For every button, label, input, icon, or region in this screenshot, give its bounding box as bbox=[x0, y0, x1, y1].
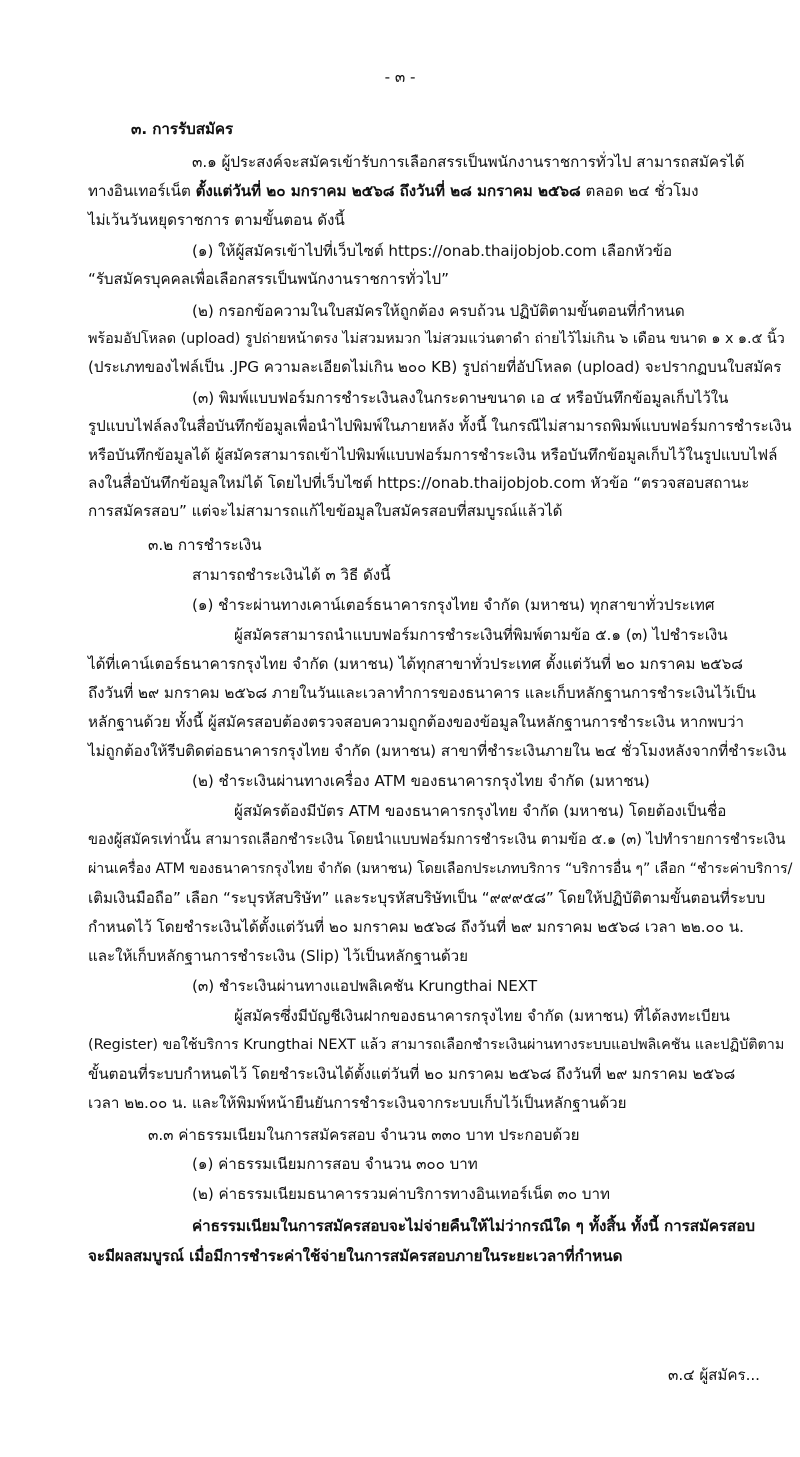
s31-item-3-line: การสมัครสอบ” แต่จะไม่สามารถแก้ไขข้อมูลใบสมัครสอบที่สมบูรณ์แล้วได้ bbox=[88, 502, 563, 520]
s32-method-3: (๓) ชำระเงินผ่านทางแอปพลิเคชัน Krungthai NEXT bbox=[192, 977, 538, 995]
s31-item-3-line: หรือบันทึกข้อมูลได้ ผู้สมัครสามารถเข้าไปพิมพ์แบบฟอร์มการชำระเงิน หรือบันทึกข้อมูลเก็บไว้ในรูปแบบไฟล์ bbox=[88, 446, 778, 464]
s32-method-3-line: (Register) ขอใช้บริการ Krungthai NEXT แล้ว สามารถเลือกชำระเงินผ่านทางระบบแอปพลิเคชัน และปฏิบัติตาม bbox=[88, 1037, 785, 1053]
s31-item-1-line: “รับสมัครบุคคลเพื่อเลือกสรรเป็นพนักงานราชการทั่วไป” bbox=[88, 270, 449, 288]
s32-method-1: (๑) ชำระผ่านทางเคาน์เตอร์ธนาคารกรุงไทย จำกัด (มหาชน) ทุกสาขาทั่วประเทศ bbox=[192, 596, 715, 614]
s31-item-3: (๓) พิมพ์แบบฟอร์มการชำระเงินลงในกระดาษขนาด เอ ๔ หรือบันทึกข้อมูลเก็บไว้ใน bbox=[192, 389, 729, 407]
s32-method-3-line: ผู้สมัครซึ่งมีบัญชีเงินฝากของธนาคารกรุงไทย จำกัด (มหาชน) ที่ได้ลงทะเบียน bbox=[234, 1007, 730, 1025]
s32-method-2-line: ผู้สมัครต้องมีบัตร ATM ของธนาคารกรุงไทย จำกัด (มหาชน) โดยต้องเป็นชื่อ bbox=[234, 802, 727, 820]
s33-fee-1: (๑) ค่าธรรมเนียมการสอบ จำนวน ๓๐๐ บาท bbox=[192, 1155, 478, 1173]
s33-note-line: ค่าธรรมเนียมในการสมัครสอบจะไม่จ่ายคืนให้ไม่ว่ากรณีใด ๆ ทั้งสิ้น ทั้งนี้ การสมัครสอบ bbox=[192, 1217, 756, 1235]
s31-text: ตลอด ๒๔ ชั่วโมง bbox=[580, 182, 699, 200]
section-heading: ๓. การรับสมัคร bbox=[131, 120, 234, 138]
s31-item-2-line: พร้อมอัปโหลด (upload) รูปถ่ายหน้าตรง ไม่สวมหมวก ไม่สวมแว่นตาดำ ถ่ายไว้ไม่เกิน ๖ เดือน ขนาด ๑ x ๑.๕ นิ้ว bbox=[88, 331, 785, 347]
s31-item-2: (๒) กรอกข้อความในใบสมัครให้ถูกต้อง ครบถ้วน ปฏิบัติตามขั้นตอนที่กำหนด bbox=[192, 302, 685, 320]
s31-item-3-line: ลงในสื่อบันทึกข้อมูลใหม่ได้ โดยไปที่เว็บไซต์ https://onab.thaijobjob.com หัวข้อ “ตรวจสอบสถานะ bbox=[88, 474, 750, 492]
s32-method-1-line: หลักฐานด้วย ทั้งนี้ ผู้สมัครสอบต้องตรวจสอบความถูกต้องของข้อมูลในหลักฐานการชำระเงิน หากพบว่า bbox=[88, 713, 744, 731]
s33-fee-2: (๒) ค่าธรรมเนียมธนาคารรวมค่าบริการทางอินเทอร์เน็ต ๓๐ บาท bbox=[192, 1185, 610, 1203]
s32-method-2: (๒) ชำระเงินผ่านทางเครื่อง ATM ของธนาคารกรุงไทย จำกัด (มหาชน) bbox=[192, 772, 650, 790]
s32-method-1-line: ไม่ถูกต้องให้รีบติดต่อธนาคารกรุงไทย จำกัด (มหาชน) สาขาที่ชำระเงินภายใน ๒๔ ชั่วโมงหลังจากที่ชำระเงิน bbox=[88, 742, 787, 760]
s32-method-1-line: ได้ที่เคาน์เตอร์ธนาคารกรุงไทย จำกัด (มหาชน) ได้ทุกสาขาทั่วประเทศ ตั้งแต่วันที่ ๒๐ มกราคม ๒๕๖๘ bbox=[88, 655, 743, 673]
s31-item-1: (๑) ให้ผู้สมัครเข้าไปที่เว็บไซต์ https://onab.thaijobjob.com เลือกหัวข้อ bbox=[192, 242, 673, 260]
s31-item-3-line: รูปแบบไฟล์ลงในสื่อบันทึกข้อมูลเพื่อนำไปพิมพ์ในภายหลัง ทั้งนี้ ในกรณีไม่สามารถพิมพ์แบบฟอร์มการชำระเงิน bbox=[88, 417, 792, 435]
page-number: - ๓ - bbox=[384, 68, 416, 86]
s32-heading: ๓.๒ การชำระเงิน bbox=[148, 536, 262, 554]
s32-method-2-line: กำหนดไว้ โดยชำระเงินได้ตั้งแต่วันที่ ๒๐ มกราคม ๒๕๖๘ ถึงวันที่ ๒๙ มกราคม ๒๕๖๘ เวลา ๒๒.๐๐ น. bbox=[88, 918, 744, 936]
s32-method-3-line: เวลา ๒๒.๐๐ น. และให้พิมพ์หน้ายืนยันการชำระเงินจากระบบเก็บไว้เป็นหลักฐานด้วย bbox=[88, 1094, 627, 1112]
s32-method-3-line: ขั้นตอนที่ระบบกำหนดไว้ โดยชำระเงินได้ตั้งแต่วันที่ ๒๐ มกราคม ๒๕๖๘ ถึงวันที่ ๒๙ มกราคม ๒๕๖๘ bbox=[88, 1065, 736, 1083]
s33-heading: ๓.๓ ค่าธรรมเนียมในการสมัครสอบ จำนวน ๓๓๐ บาท ประกอบด้วย bbox=[148, 1126, 580, 1144]
s33-note-line: จะมีผลสมบูรณ์ เมื่อมีการชำระค่าใช้จ่ายในการสมัครสอบภายในระยะเวลาที่กำหนด bbox=[88, 1247, 623, 1265]
s31-paragraph-line: ๓.๑ ผู้ประสงค์จะสมัครเข้ารับการเลือกสรรเป็นพนักงานราชการทั่วไป สามารถสมัครได้ bbox=[192, 153, 745, 171]
s32-method-1-line: ถึงวันที่ ๒๙ มกราคม ๒๕๖๘ ภายในวันและเวลาทำการของธนาคาร และเก็บหลักฐานการชำระเงินไว้เป็น bbox=[88, 684, 756, 702]
s31-text: ทางอินเทอร์เน็ต bbox=[88, 182, 196, 200]
s31-item-2-line: (ประเภทของไฟล์เป็น .JPG ความละเอียดไม่เกิน ๒๐๐ KB) รูปถ่ายที่อัปโหลด (upload) จะปรากฏบนใบสมัคร bbox=[88, 358, 782, 376]
s32-method-2-line: ผ่านเครื่อง ATM ของธนาคารกรุงไทย จำกัด (มหาชน) โดยเลือกประเภทบริการ “บริการอื่น ๆ” เลือก “ชำระค่าบริการ/ bbox=[88, 861, 793, 877]
s31-paragraph-line bbox=[88, 180, 699, 202]
continuation-marker: ๓.๔ ผู้สมัคร... bbox=[668, 1366, 760, 1384]
s32-method-2-line: ของผู้สมัครเท่านั้น สามารถเลือกชำระเงิน โดยนำแบบฟอร์มการชำระเงิน ตามข้อ ๕.๑ (๓) ไปทำรายการชำระเงิน bbox=[88, 831, 786, 848]
s32-method-2-line: และให้เก็บหลักฐานการชำระเงิน (Slip) ไว้เป็นหลักฐานด้วย bbox=[88, 947, 468, 965]
s32-method-1-line: ผู้สมัครสามารถนำแบบฟอร์มการชำระเงินที่พิมพ์ตามข้อ ๕.๑ (๓) ไปชำระเงิน bbox=[234, 626, 728, 644]
s32-method-2-line: เติมเงินมือถือ” เลือก “ระบุรหัสบริษัท” และระบุรหัสบริษัทเป็น “๙๙๙๕๘” โดยให้ปฏิบัติตามขั้นตอนที่ระบบ bbox=[88, 889, 766, 907]
s32-intro: สามารถชำระเงินได้ ๓ วิธี ดังนี้ bbox=[192, 566, 391, 584]
s31-paragraph-line: ไม่เว้นวันหยุดราชการ ตามขั้นตอน ดังนี้ bbox=[88, 211, 345, 229]
s31-date-range: ตั้งแต่วันที่ ๒๐ มกราคม ๒๕๖๘ ถึงวันที่ ๒๘ มกราคม ๒๕๖๘ bbox=[195, 182, 581, 200]
